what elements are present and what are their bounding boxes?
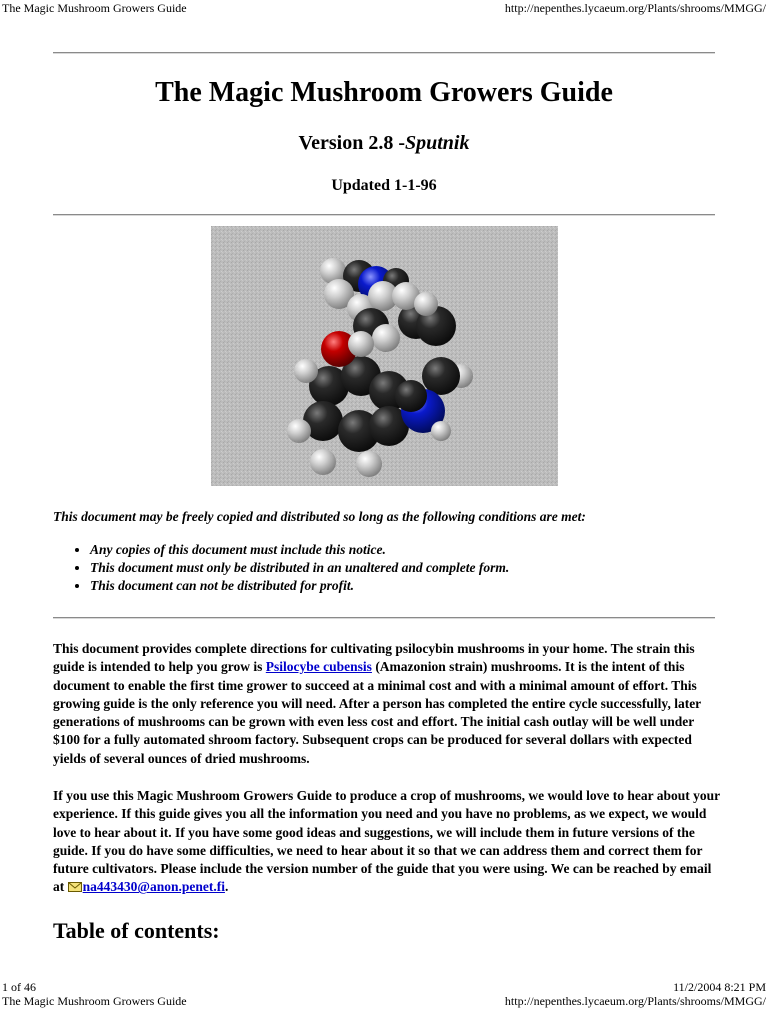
condition-item: • This document must only be distributed in an unaltered and complete form. (90, 559, 768, 577)
envelope-icon (68, 882, 82, 892)
conditions-list (53, 541, 768, 595)
footer-url: http://nepenthes.lycaeum.org/Plants/shrooms/MMGG/ (504, 994, 766, 1008)
top-divider (53, 52, 715, 54)
footer-datetime: 11/2/2004 8:21 PM (673, 980, 766, 994)
copy-notice: This document may be freely copied and distributed so long as the following conditions are met: (53, 509, 586, 524)
version-name: Sputnik (405, 132, 470, 154)
psilocybe-cubensis-link[interactable]: Psilocybe cubensis (265, 659, 372, 675)
intro-paragraph (53, 640, 721, 768)
feedback-text: If you use this Magic Mushroom Growers Guide to produce a crop of mushrooms, we would love to hear about your experience. If this guide gives you all the information you need and you have no problems, as we expect, we would love to hear about it. If you have some good ideas and suggestions, we will include them in future versions of the guide. If you do have some difficulties, we need to hear about it so that we can address them and correct them for future cultivators. Please include the version number of the guide that you were using. We can be reached by email at (53, 788, 720, 895)
header-url: http://nepenthes.lycaeum.org/Plants/shrooms/MMGG/ (504, 1, 766, 15)
intro-text-end: (Amazonion strain) mushrooms. It is the intent of this document to enable the first time grower to succeed at a minimal cost and with a minimal amount of effort. This growing guide is the only reference you will need. After a person has completed the entire cycle successfully, later generations of mushrooms can be grown with even less cost and effort. The initial cash outlay will be well under $100 for a fully automated shroom factory. Subsequent crops can be produced for several dollars with expected yields of several ounces of dried mushrooms. (53, 659, 701, 766)
version-line (0, 130, 768, 156)
email-link[interactable] (68, 879, 225, 894)
notice-divider (53, 617, 715, 619)
header-divider (53, 214, 715, 216)
condition-item: • This document can not be distributed for profit. (90, 577, 768, 595)
feedback-text-end: . (224, 879, 229, 895)
footer-page-count: 1 of 46 (2, 980, 36, 994)
molecule-image (211, 226, 558, 486)
page-title: The Magic Mushroom Growers Guide (155, 77, 613, 108)
version-prefix: Version 2.8 - (298, 132, 405, 154)
feedback-paragraph (53, 787, 721, 897)
updated-date: Updated 1-1-96 (331, 177, 437, 194)
condition-item: • Any copies of this document must include this notice. (90, 541, 768, 559)
header-title: The Magic Mushroom Growers Guide (2, 1, 187, 15)
email-address: na443430@anon.penet.fi (82, 879, 225, 895)
intro-text-start: This document provides complete directions for cultivating psilocybin mushrooms in your home. The strain this guide is intended to help you grow is (53, 641, 695, 675)
footer-title: The Magic Mushroom Growers Guide (2, 994, 187, 1008)
toc-heading: Table of contents: (53, 918, 220, 943)
